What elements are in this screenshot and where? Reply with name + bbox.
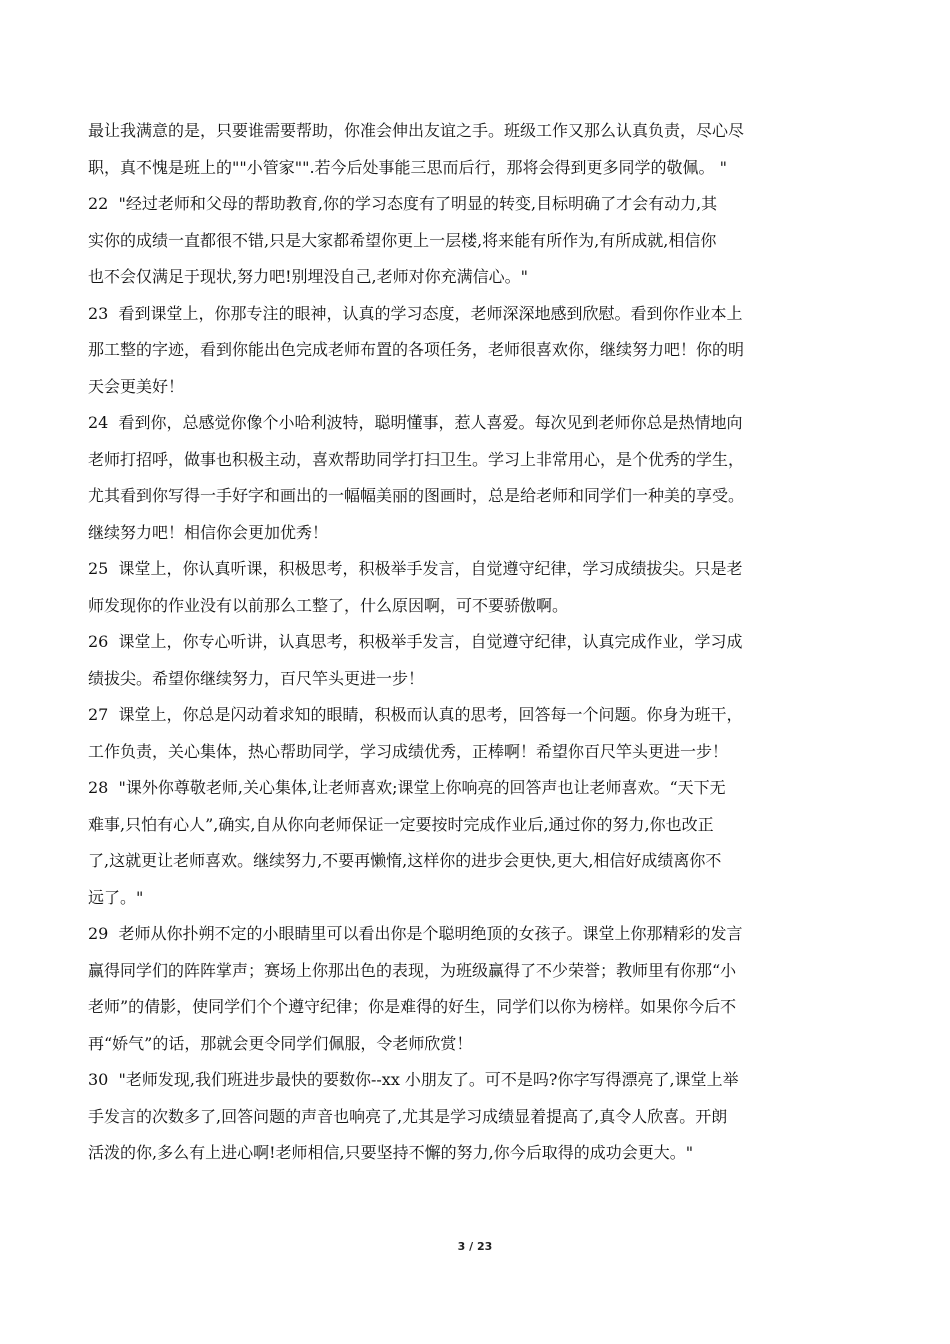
text-line: 也不会仅满足于现状,努力吧!别埋没自己,老师对你充满信心。" [88,267,528,286]
text-line: 继续努力吧！相信你会更加优秀！ [88,522,329,542]
text-line: 23 看到课堂上，你那专注的眼神，认真的学习态度，老师深深地感到欣慰。看到你作业本上 [88,303,743,323]
text-line: 绩拔尖。希望你继续努力，百尺竿头更进一步！ [88,668,425,688]
text-line: 活泼的你,多么有上进心啊!老师相信,只要坚持不懈的努力,你今后取得的成功会更大。" [88,1143,694,1162]
text-line: 尤其看到你写得一手好字和画出的一幅幅美丽的图画时，总是给老师和同学们一种美的享受。 [88,486,745,505]
text-line: 最让我满意的是，只要谁需要帮助，你准会伸出友谊之手。班级工作又那么认真负责，尽心尽 [88,121,745,140]
text-line: 赢得同学们的阵阵掌声；赛场上你那出色的表现，为班级赢得了不少荣誉；教师里有你那“小 [88,960,737,980]
text-line: 天会更美好！ [88,376,185,396]
text-line: 远了。" [88,887,144,907]
text-line: 工作负责，关心集体，热心帮助同学，学习成绩优秀，正棒啊！希望你百尺竿头更进一步！ [88,741,729,761]
text-line: 了,这就更让老师喜欢。继续努力,不要再懒惰,这样你的进步会更快,更大,相信好成绩离你不 [88,851,722,870]
text-line: 29 老师从你扑朔不定的小眼睛里可以看出你是个聪明绝顶的女孩子。课堂上你那精彩的发言 [88,924,743,943]
text-line: 24 看到你，总感觉你像个小哈利波特，聪明懂事，惹人喜爱。每次见到老师你总是热情地向 [88,413,743,432]
text-line: 26 课堂上，你专心听讲，认真思考，积极举手发言，自觉遵守纪律，认真完成作业，学习成 [88,632,743,651]
text-line: 再“娇气”的话，那就会更令同学们佩服，令老师欣赏！ [88,1033,473,1053]
text-line: 难事,只怕有心人”,确实,自从你向老师保证一定要按时完成作业后,通过你的努力,你也改正 [88,814,714,834]
text-line: 25 课堂上，你认真听课，积极思考，积极举手发言，自觉遵守纪律，学习成绩拔尖。只是老 [88,559,743,578]
text-line: 22 "经过老师和父母的帮助教育,你的学习态度有了明显的转变,目标明确了才会有动力,其 [88,194,718,213]
text-line: 老师”的倩影，使同学们个个遵守纪律；你是难得的好生，同学们以你为榜样。如果你今后不 [88,997,737,1016]
document-body [88,113,864,1172]
text-line: 27 课堂上，你总是闪动着求知的眼睛，积极而认真的思考，回答每一个问题。你身为班干， [88,705,743,724]
text-line: 28 "课外你尊敬老师,关心集体,让老师喜欢;课堂上你响亮的回答声也让老师喜欢。“天下无 [88,778,726,797]
text-line: 师发现你的作业没有以前那么工整了，什么原因啊，可不要骄傲啊。 [88,595,569,615]
page-number: 3 / 23 [457,1240,493,1253]
text-line: 30 "老师发现,我们班进步最快的要数你--xx 小朋友了。可不是吗?你字写得漂亮了,课堂上举 [88,1070,739,1089]
text-line: 职，真不愧是班上的""小管家"".若今后处事能三思而后行，那将会得到更多同学的敬佩。 " [88,157,727,177]
text-line: 老师打招呼，做事也积极主动，喜欢帮助同学打扫卫生。学习上非常用心，是个优秀的学生， [88,449,745,469]
text-line: 那工整的字迹，看到你能出色完成老师布置的各项任务，老师很喜欢你，继续努力吧！你的明 [88,340,745,359]
text-line: 实你的成绩一直都很不错,只是大家都希望你更上一层楼,将来能有所作为,有所成就,相信你 [88,230,717,250]
text-line: 手发言的次数多了,回答问题的声音也响亮了,尤其是学习成绩显着提高了,真令人欣喜。开朗 [88,1106,728,1126]
